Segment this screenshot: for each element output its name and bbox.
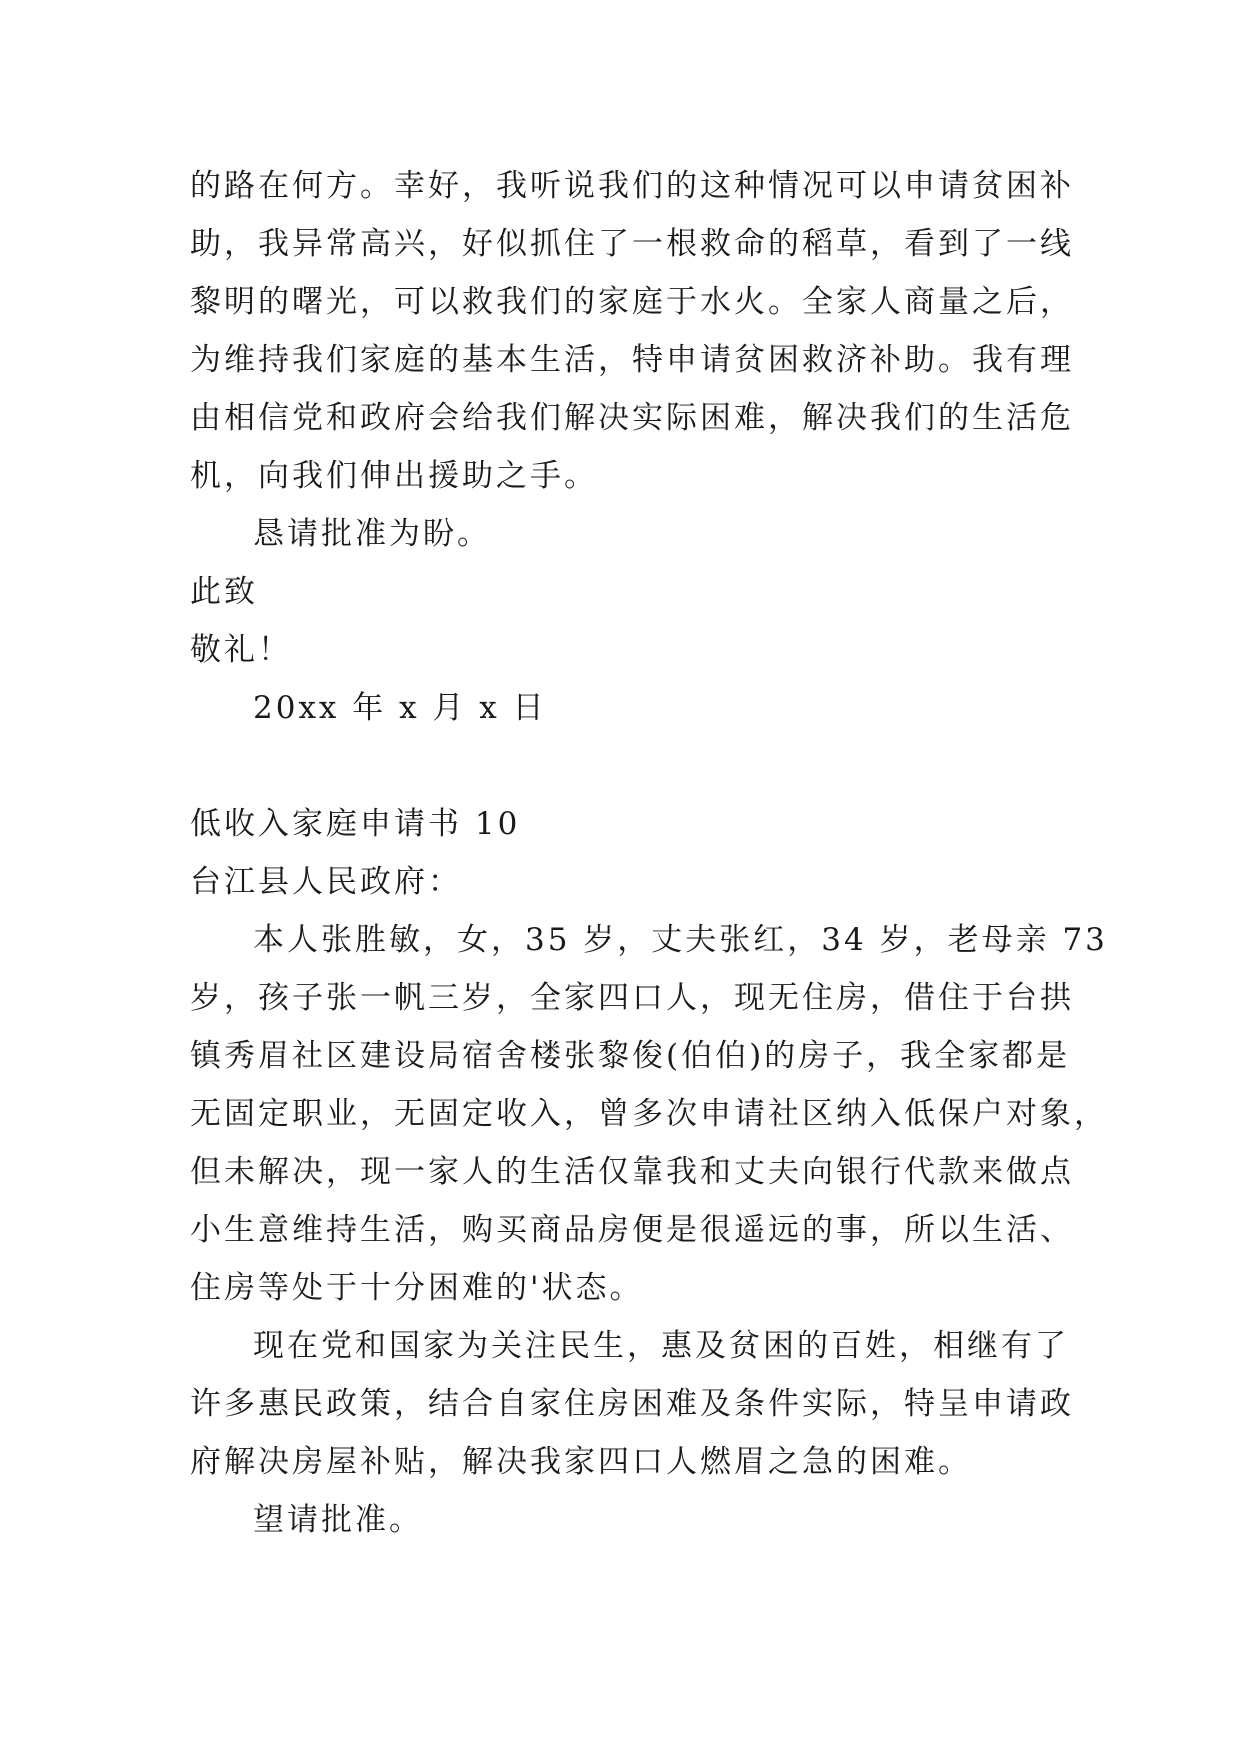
request-line: 恳请批准为盼。 (253, 516, 491, 552)
paragraph-line: 本人张胜敏，女，35 岁，丈夫张红，34 岁，老母亲 73 (253, 922, 1108, 958)
paragraph-line: 为维持我们家庭的基本生活，特申请贫困救济补助。我有理 (190, 342, 1074, 378)
request-line: 望请批准。 (253, 1502, 423, 1538)
paragraph-line: 但未解决，现一家人的生活仅靠我和丈夫向银行代款来做点 (190, 1154, 1074, 1190)
paragraph-line: 许多惠民政策，结合自家住房困难及条件实际，特呈申请政 (190, 1386, 1074, 1422)
date-line: 20xx 年 x 月 x 日 (253, 690, 547, 726)
recipient-line: 台江县人民政府： (190, 864, 462, 900)
paragraph-line: 的路在何方。幸好，我听说我们的这种情况可以申请贫困补 (190, 168, 1074, 204)
closing-salutation: 此致 (190, 574, 258, 610)
paragraph-line: 助，我异常高兴，好似抓住了一根救命的稻草，看到了一线 (190, 226, 1074, 262)
paragraph-line: 无固定职业，无固定收入，曾多次申请社区纳入低保户对象， (190, 1096, 1108, 1132)
paragraph-line: 小生意维持生活，购买商品房便是很遥远的事，所以生活、 (190, 1212, 1074, 1248)
paragraph-line: 由相信党和政府会给我们解决实际困难，解决我们的生活危 (190, 400, 1074, 436)
paragraph-line: 住房等处于十分困难的'状态。 (190, 1270, 644, 1306)
section-title: 低收入家庭申请书 10 (190, 806, 521, 842)
paragraph-line: 岁，孩子张一帆三岁，全家四口人，现无住房，借住于台拱 (190, 980, 1074, 1016)
paragraph-line: 府解决房屋补贴，解决我家四口人燃眉之急的困难。 (190, 1444, 972, 1480)
paragraph-line: 镇秀眉社区建设局宿舍楼张黎俊(伯伯)的房子，我全家都是 (190, 1038, 1071, 1074)
paragraph-line: 机，向我们伸出援助之手。 (190, 458, 598, 494)
paragraph-line: 现在党和国家为关注民生，惠及贫困的百姓，相继有了 (253, 1328, 1069, 1364)
paragraph-line: 黎明的曙光，可以救我们的家庭于水火。全家人商量之后， (190, 284, 1074, 320)
closing-respect: 敬礼！ (190, 632, 292, 668)
